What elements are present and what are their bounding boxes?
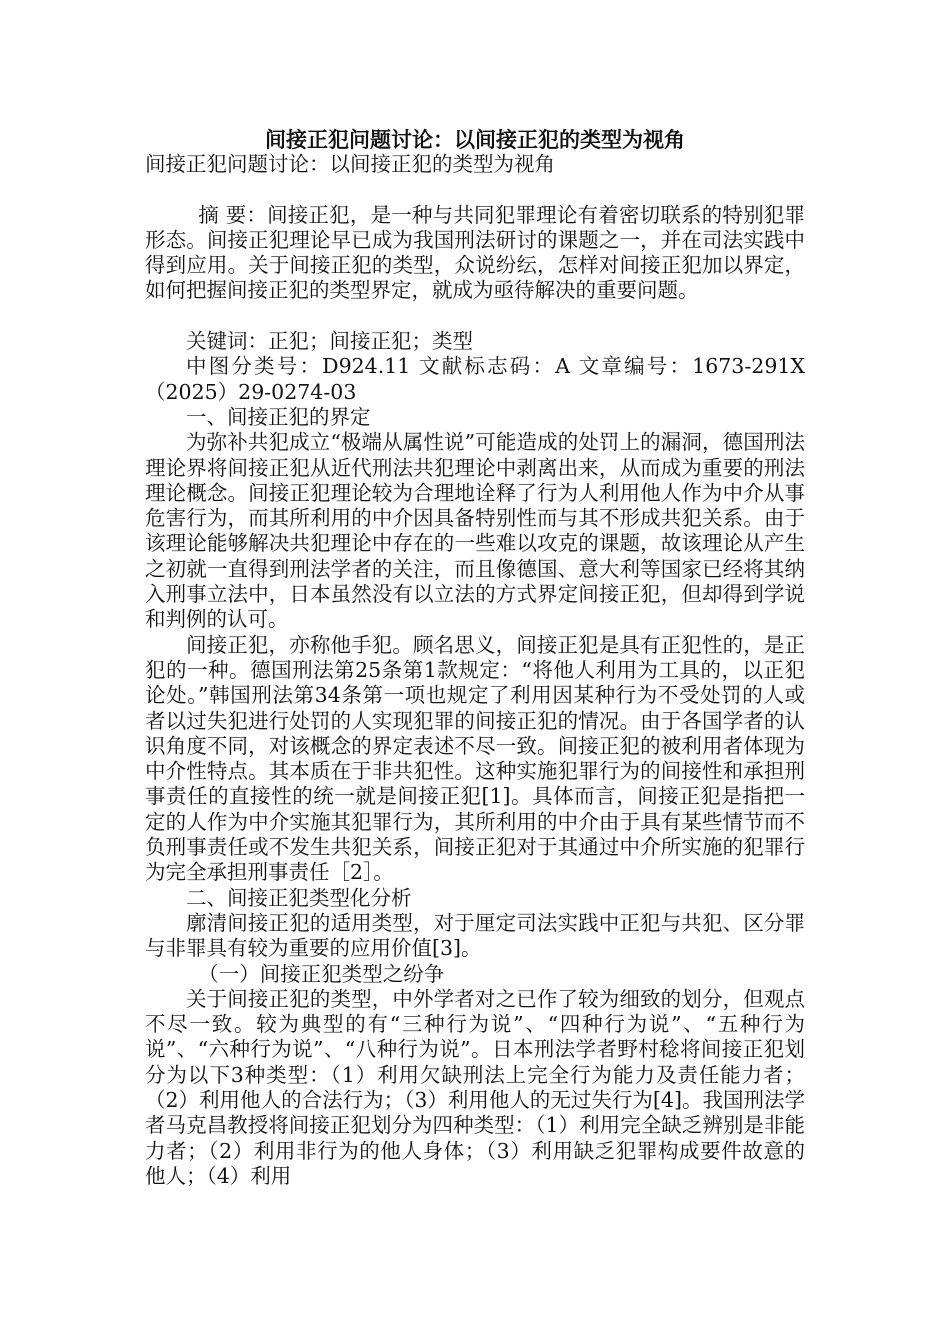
section1-paragraph-2: 间接正犯，亦称他手犯。顾名思义，间接正犯是具有正犯性的，是正犯的一种。德国刑法第25条第1款规定：“将他人利用为工具的，以正犯论处。”韩国刑法第34条第一项也规定了利用因某种行为不受处罚的人或者以过失犯进行处罚的人实现犯罪的间接正犯的情况。由于各国学者的认识角度不同，对该概念的界定表述不尽一致。间接正犯的被利用者体现为中介性特点。其本质在于非共犯性。这种实施犯罪行为的间接性和承担刑事责任的直接性的统一就是间接正犯[1]。具体而言，间接正犯是指把一定的人作为中介实施其犯罪行为，其所利用的中介由于具有某些情节而不负刑事责任或不发生共犯关系，间接正犯对于其通过中介所实施的犯罪行为完全承担刑事责任［2］。 xyxy=(145,632,805,885)
section-heading-2: 二、间接正犯类型化分析 xyxy=(186,885,412,910)
document-body xyxy=(145,152,805,1189)
spacer xyxy=(145,304,805,329)
section2-paragraph-1: 廓清间接正犯的适用类型，对于厘定司法实践中正犯与共犯、区分罪与非罪具有较为重要的应用价值[3]。 xyxy=(145,910,805,961)
document-subtitle: 间接正犯问题讨论：以间接正犯的类型为视角 xyxy=(145,152,555,176)
section2-paragraph-2: 关于间接正犯的类型，中外学者对之已作了较为细致的划分，但观点不尽一致。较为典型的有“三种行为说”、“四种行为说”、“五种行为说”、“六种行为说”、“八种行为说”。日本刑法学者野村稔将间接正犯划分为以下3种类型：（1）利用欠缺刑法上完全行为能力及责任能力者；（2）利用他人的合法行为；（3）利用他人的无过失行为[4]。我国刑法学者马克昌教授将间接正犯划分为四种类型：（1）利用完全缺乏辨别是非能力者；（2）利用非行为的他人身体；（3）利用缺乏犯罪构成要件故意的他人；（4）利用 xyxy=(145,986,805,1188)
subsection-heading-1: （一）间接正犯类型之纷争 xyxy=(198,961,445,986)
abstract-paragraph: 摘 要：间接正犯，是一种与共同犯罪理论有着密切联系的特别犯罪形态。间接正犯理论早已成为我国刑法研讨的课题之一，并在司法实践中得到应用。关于间接正犯的类型，众说纷纭，怎样对间接正犯加以界定，如何把握间接正犯的类型界定，就成为亟待解决的重要问题。 xyxy=(145,202,805,303)
document-title: 间接正犯问题讨论：以间接正犯的类型为视角 xyxy=(265,127,685,152)
keywords-line: 关键词：正犯；间接正犯；类型 xyxy=(186,329,473,354)
section-heading-1: 一、间接正犯的界定 xyxy=(186,404,371,429)
classification-line: 中图分类号：D924.11 文献标志码：A 文章编号：1673-291X（2025）29-0274-03 xyxy=(145,354,805,404)
section1-paragraph-1: 为弥补共犯成立“极端从属性说”可能造成的处罚上的漏洞，德国刑法理论界将间接正犯从近代刑法共犯理论中剥离出来，从而成为重要的刑法理论概念。间接正犯理论较为合理地诠释了行为人利用他人作为中介从事危害行为，而其所利用的中介因具备特别性而与其不形成共犯关系。由于该理论能够解决共犯理论中存在的一些难以攻克的课题，故该理论从产生之初就一直得到刑法学者的关注，而且像德国、意大利等国家已经将其纳入刑事立法中，日本虽然没有以立法的方式界定间接正犯，但却得到学说和判例的认可。 xyxy=(145,430,805,632)
spacer xyxy=(145,177,805,202)
